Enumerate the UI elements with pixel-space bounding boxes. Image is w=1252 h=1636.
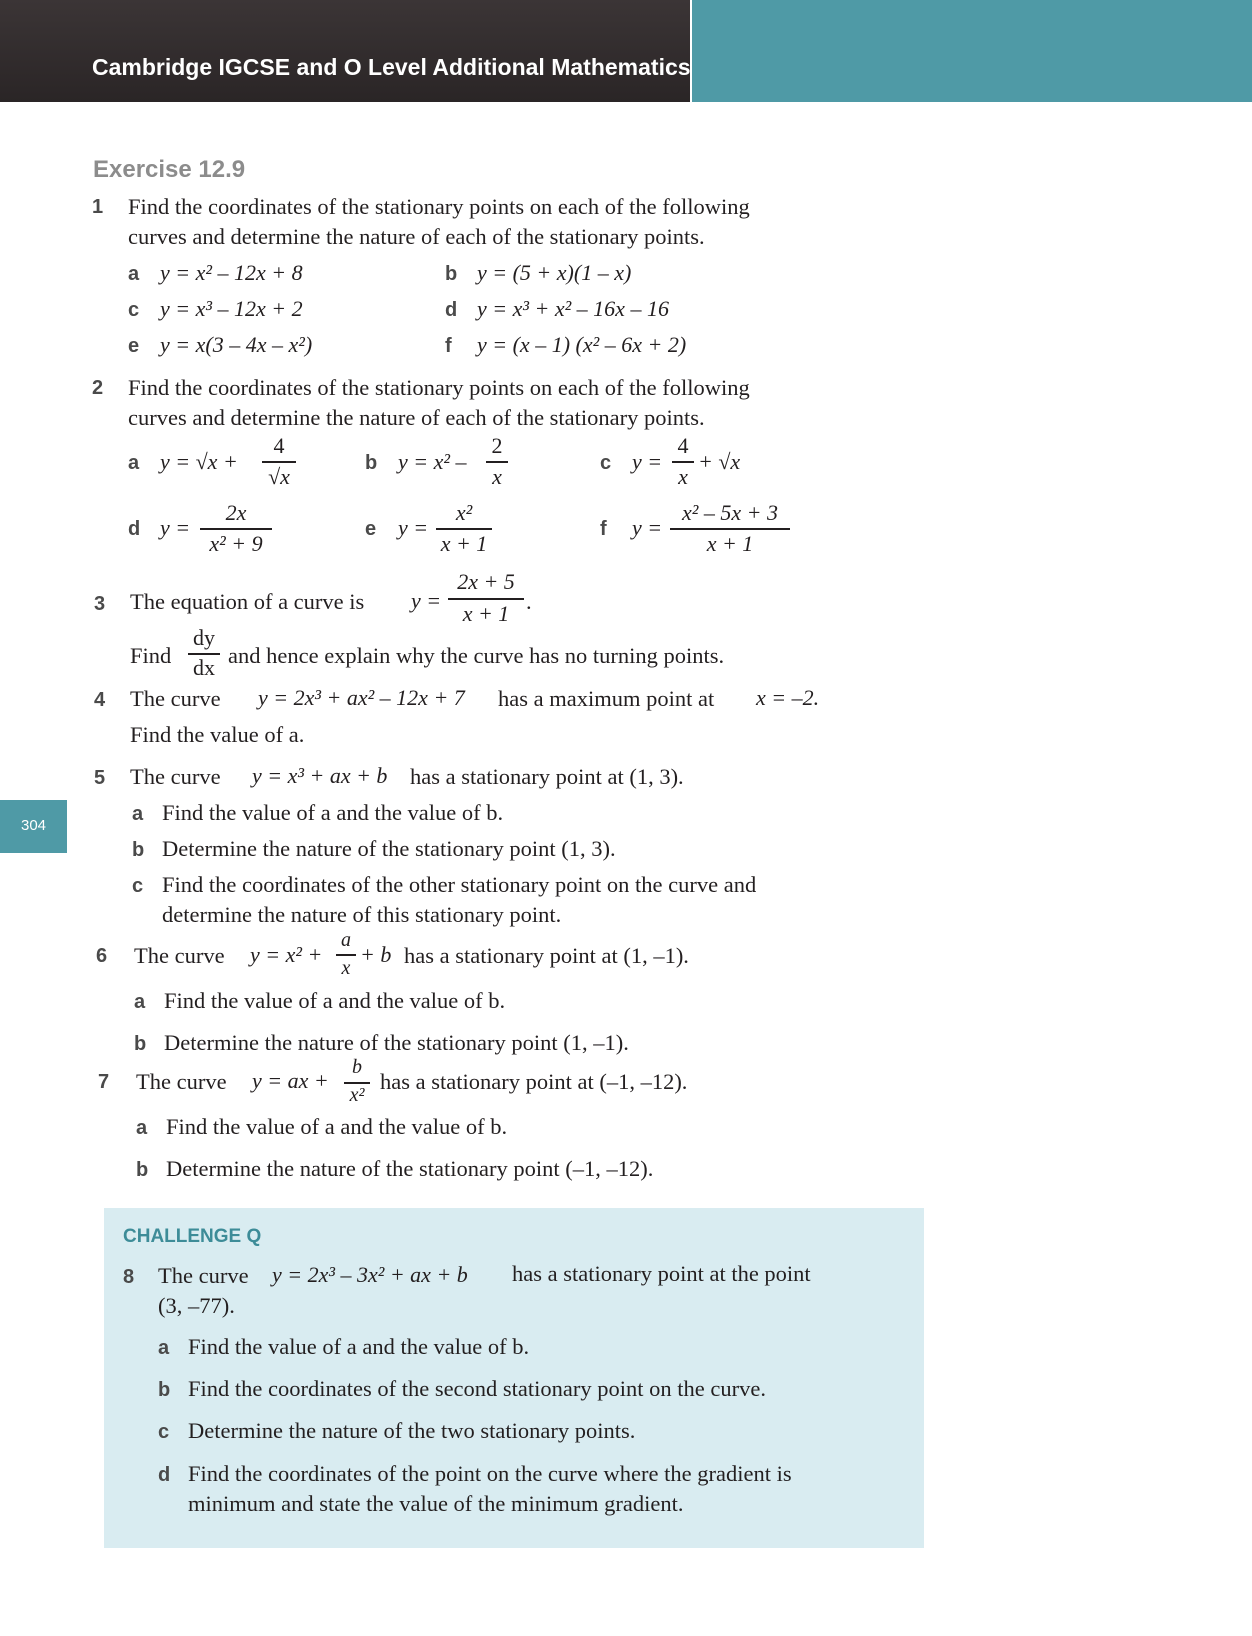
question-text: The curve [158, 1263, 249, 1288]
fraction-numerator: x² – 5x + 3 [682, 500, 778, 525]
part-label: f [600, 518, 607, 540]
fraction-numerator: a [341, 929, 351, 951]
challenge-title: CHALLENGE Q [123, 1226, 262, 1247]
equation: y = x³ + ax + b [252, 763, 388, 788]
question-text: and hence explain why the curve has no turning points. [228, 643, 725, 668]
part-label: a [158, 1337, 170, 1359]
part-text: Find the value of a and the value of b. [188, 1334, 530, 1359]
fraction-numerator: 4 [677, 433, 689, 458]
equation: y = [160, 515, 191, 540]
part-label: a [132, 803, 144, 825]
part-label: a [128, 452, 140, 474]
question-number: 1 [92, 196, 104, 218]
fraction-numerator: x² [455, 500, 473, 525]
equation: y = x² – [398, 449, 467, 474]
fraction-numerator: 2x + 5 [457, 569, 515, 594]
part-text: Determine the nature of the stationary point (1, –1). [164, 1030, 629, 1055]
question-text: has a stationary point at (–1, –12). [380, 1069, 688, 1094]
fraction-denominator: x² + 9 [209, 531, 263, 556]
fraction-bar [200, 528, 272, 530]
fraction-denominator: x + 1 [440, 531, 488, 556]
part-label: d [445, 299, 458, 321]
part-text: determine the nature of this stationary point. [162, 902, 562, 927]
fraction-bar [672, 461, 694, 463]
equation: y = 2x³ – 3x² + ax + b [272, 1262, 468, 1287]
question-text: The curve [134, 943, 225, 968]
equation: y = √x + [160, 449, 238, 474]
exercise-title: Exercise 12.9 [93, 156, 246, 183]
fraction-numerator: 2x [225, 500, 247, 525]
fraction-denominator: x² [349, 1084, 365, 1106]
equation: y = x(3 – 4x – x²) [160, 332, 313, 357]
fraction-denominator: x [678, 464, 688, 489]
fraction-denominator: x + 1 [462, 601, 510, 626]
part-text: Find the value of a and the value of b. [166, 1114, 508, 1139]
question-text: (3, –77). [158, 1293, 235, 1318]
punctuation: . [526, 589, 532, 614]
part-label: a [136, 1117, 148, 1139]
part-label: d [158, 1464, 171, 1486]
question-text: The equation of a curve is [130, 589, 365, 614]
question-number: 6 [96, 945, 108, 967]
equation: y = x² + [250, 942, 323, 967]
equation: y = [398, 515, 429, 540]
fraction-bar [448, 598, 524, 600]
fraction-numerator: b [352, 1056, 362, 1078]
book-title: Cambridge IGCSE and O Level Additional Mathematics [92, 54, 691, 80]
question-text: curves and determine the nature of each of the stationary points. [128, 405, 705, 430]
part-label: d [128, 518, 141, 540]
part-label: c [158, 1421, 170, 1443]
part-label: a [134, 991, 146, 1013]
question-number: 4 [94, 689, 106, 711]
part-label: c [128, 299, 140, 321]
equation: y = (x – 1) (x² – 6x + 2) [477, 332, 687, 357]
fraction-bar [670, 528, 790, 530]
fraction-denominator: x [492, 464, 502, 489]
part-text: Determine the nature of the two stationary points. [188, 1418, 636, 1443]
part-text: Determine the nature of the stationary point (–1, –12). [166, 1156, 654, 1181]
page-number: 304 [20, 817, 47, 834]
question-number: 8 [123, 1266, 135, 1288]
question-number: 2 [92, 377, 104, 399]
part-text: minimum and state the value of the minimum gradient. [188, 1491, 684, 1516]
fraction-denominator: √x [268, 464, 290, 489]
part-text: Find the coordinates of the other stationary point on the curve and [162, 872, 757, 897]
part-text: Find the coordinates of the point on the curve where the gradient is [188, 1461, 792, 1486]
part-label: b [445, 263, 458, 285]
question-text: curves and determine the nature of each of the stationary points. [128, 224, 705, 249]
fraction-denominator: x + 1 [706, 531, 754, 556]
question-number: 7 [98, 1071, 110, 1093]
equation: y = x³ + x² – 16x – 16 [477, 296, 669, 321]
equation: x = –2. [756, 685, 820, 710]
question-text: The curve [130, 764, 221, 789]
equation: + √x [698, 449, 741, 474]
equation: y = [632, 449, 663, 474]
part-label: b [134, 1033, 147, 1055]
part-text: Determine the nature of the stationary point (1, 3). [162, 836, 616, 861]
equation: y = 2x³ + ax² – 12x + 7 [258, 685, 465, 710]
part-label: b [136, 1159, 149, 1181]
part-label: b [132, 839, 145, 861]
equation: y = x³ – 12x + 2 [160, 296, 303, 321]
equation: y = [632, 515, 663, 540]
fraction-numerator: 2 [491, 433, 503, 458]
equation: y = (5 + x)(1 – x) [477, 260, 632, 285]
header-accent [692, 0, 1252, 102]
part-text: Find the value of a and the value of b. [162, 800, 504, 825]
question-number: 3 [94, 593, 106, 615]
fraction-bar [262, 461, 296, 463]
fraction-bar [486, 461, 508, 463]
fraction-bar [436, 528, 492, 530]
question-text: has a stationary point at (1, –1). [404, 943, 689, 968]
question-text: The curve [136, 1069, 227, 1094]
fraction-denominator: dx [193, 655, 215, 680]
equation: y = [411, 588, 442, 613]
question-text: has a stationary point at (1, 3). [410, 764, 684, 789]
part-label: b [365, 452, 378, 474]
part-text: Find the coordinates of the second stationary point on the curve. [188, 1376, 766, 1401]
fraction-denominator: x [341, 957, 351, 979]
question-text: Find the value of a. [130, 722, 305, 747]
question-text: Find the coordinates of the stationary points on each of the following [128, 194, 750, 219]
question-text: Find the coordinates of the stationary points on each of the following [128, 375, 750, 400]
equation: y = x² – 12x + 8 [160, 260, 303, 285]
fraction-numerator: 4 [273, 433, 285, 458]
part-label: f [445, 335, 452, 357]
question-number: 5 [94, 767, 106, 789]
part-label: b [158, 1379, 171, 1401]
equation: y = ax + [252, 1068, 329, 1093]
question-text: has a maximum point at [498, 686, 715, 711]
equation: + b [360, 942, 392, 967]
header-bar [0, 0, 690, 102]
question-text: Find [130, 643, 172, 668]
fraction-numerator: dy [193, 625, 215, 650]
part-text: Find the value of a and the value of b. [164, 988, 506, 1013]
question-text: has a stationary point at the point [512, 1261, 811, 1286]
part-label: a [128, 263, 140, 285]
question-text: The curve [130, 686, 221, 711]
part-label: c [132, 875, 144, 897]
part-label: c [600, 452, 612, 474]
part-label: e [365, 518, 377, 540]
part-label: e [128, 335, 140, 357]
